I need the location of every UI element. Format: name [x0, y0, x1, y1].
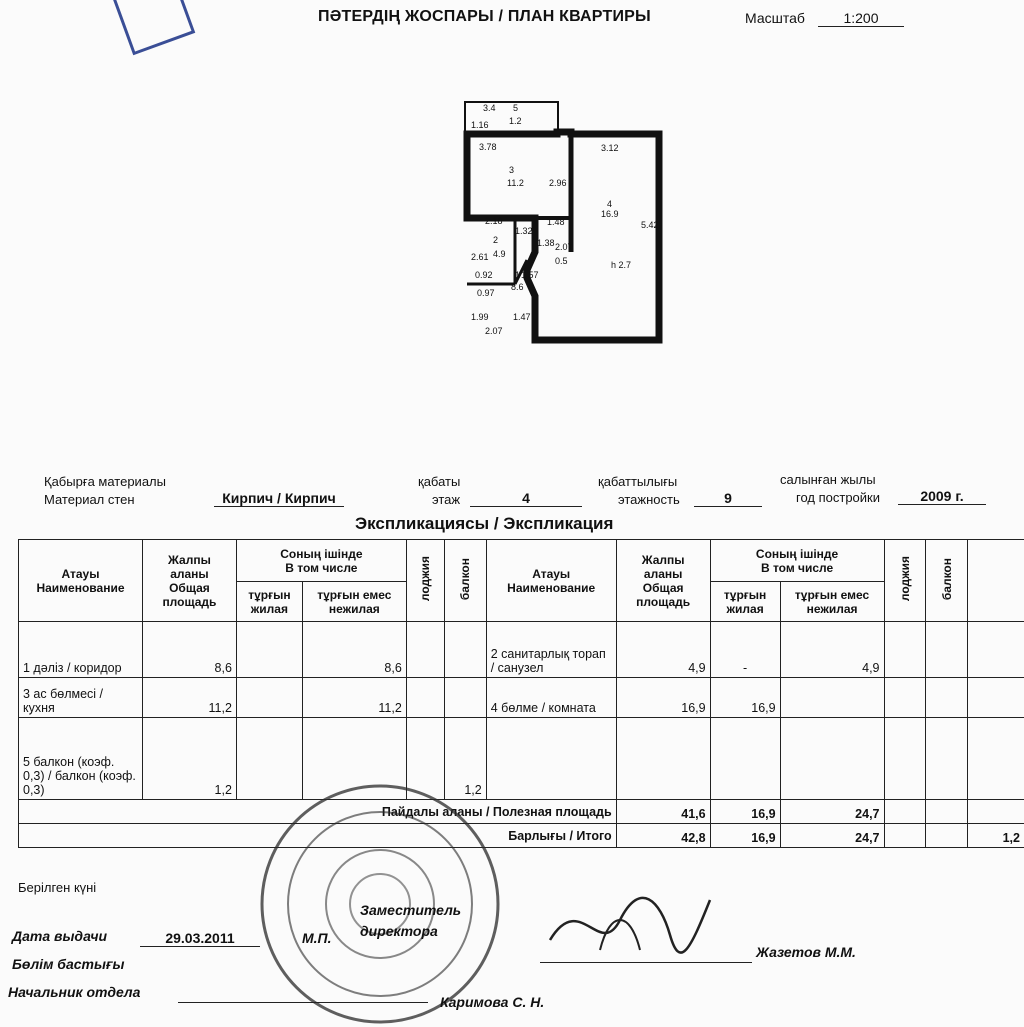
table-row: [19, 718, 1024, 800]
dept-label-ru: Начальник отдела: [8, 984, 140, 1000]
cell-nonliving: 8,6: [302, 622, 406, 678]
cell-total: 8,6: [142, 622, 236, 678]
cell-total: [616, 718, 710, 800]
storeys-value: 9: [694, 490, 762, 507]
explication-title: Экспликациясы / Экспликация: [355, 514, 613, 534]
cell-nonliving: 11,2: [302, 678, 406, 718]
plan-label: 1.16: [471, 120, 489, 130]
header-nonliving: тұрғын емес нежилая: [302, 582, 406, 622]
plan-label: 2.61: [471, 252, 489, 262]
cell-name: [486, 718, 616, 800]
header-loggia: лоджия: [884, 540, 926, 622]
cell-total: 1,2: [142, 718, 236, 800]
useful-nonliving: 24,7: [780, 800, 884, 824]
plan-label: 3.4: [483, 103, 496, 113]
plan-label: 8.6: [511, 282, 524, 292]
header-balcony: балкон: [444, 540, 486, 622]
plan-label: 1.32: [515, 226, 533, 236]
cell-balcony: [444, 678, 486, 718]
cell-living: [236, 622, 302, 678]
signer1-name: Жазетов М.М.: [756, 944, 856, 960]
dept-label-kz: Бөлім бастығы: [12, 956, 124, 972]
grand-balcony: 1,2: [968, 824, 1024, 848]
plan-label: 11.2: [507, 178, 524, 188]
cell-loggia: [406, 622, 444, 678]
header-living: тұрғын жилая: [710, 582, 780, 622]
explication-table: [18, 539, 1024, 848]
cell-loggia: [884, 718, 926, 800]
cell-total: 11,2: [142, 678, 236, 718]
cell-loggia: [884, 622, 926, 678]
scale-label: Масштаб: [745, 10, 805, 26]
plan-label: 4: [607, 199, 612, 209]
storeys-label-ru: этажность: [618, 492, 680, 507]
plan-label: h 2.7: [611, 260, 631, 270]
table-row: [19, 622, 1024, 678]
mp-label: М.П.: [302, 930, 332, 946]
cell-living: [236, 678, 302, 718]
wall-label-kz: Қабырға материалы: [44, 474, 166, 489]
cell-total: 16,9: [616, 678, 710, 718]
cell-name: 1 дәліз / коридор: [19, 622, 143, 678]
header-living: тұрғын жилая: [236, 582, 302, 622]
header-nonliving: тұрғын емес нежилая: [780, 582, 884, 622]
header-balcony: балкон: [926, 540, 968, 622]
header-total: Жалпы аланы Общая площадь: [616, 540, 710, 622]
cell-balcony: [444, 622, 486, 678]
floor-value: 4: [470, 490, 582, 507]
cell-balcony: [926, 678, 968, 718]
issued-date: 29.03.2011: [140, 930, 260, 947]
useful-living: 16,9: [710, 800, 780, 824]
year-value: 2009 г.: [898, 488, 986, 505]
header-loggia: лоджия: [406, 540, 444, 622]
plan-label: 2.07: [555, 242, 573, 252]
useful-area-row: [19, 800, 1024, 824]
plan-label: 16.9: [601, 209, 619, 219]
plan-label: 5.42: [641, 220, 659, 230]
floor-plan: [455, 100, 665, 345]
floor-label-kz: қабаты: [418, 474, 460, 489]
corner-stamp: [111, 0, 196, 55]
cell-name: 3 ас бөлмесі / кухня: [19, 678, 143, 718]
useful-area-label: Пайдалы аланы / Полезная площадь: [19, 800, 617, 824]
cell-living: 16,9: [710, 678, 780, 718]
cell-living: -: [710, 622, 780, 678]
plan-label: 3.12: [601, 143, 619, 153]
header-name: Атауы Наименование: [486, 540, 616, 622]
signer2-name: Каримова С. Н.: [440, 994, 544, 1010]
cell-balcony: 1,2: [444, 718, 486, 800]
total-row: [19, 824, 1024, 848]
signature-scribble: [540, 880, 720, 970]
cell-loggia: [406, 678, 444, 718]
plan-label: 1.38: [537, 238, 555, 248]
plan-label: 0.92: [475, 270, 493, 280]
header-name: Атауы Наименование: [19, 540, 143, 622]
cell-balcony: [926, 622, 968, 678]
deputy-label: Заместитель директора: [360, 900, 470, 942]
scale-value: 1:200: [818, 10, 904, 27]
plan-label: 5: [513, 103, 518, 113]
plan-label: 2: [493, 235, 498, 245]
page-title: ПӘТЕРДІҢ ЖОСПАРЫ / ПЛАН КВАРТИРЫ: [318, 8, 651, 26]
storeys-label-kz: қабаттылығы: [598, 474, 677, 489]
grand-living: 16,9: [710, 824, 780, 848]
plan-label: 2.18: [485, 216, 503, 226]
cell-total: 4,9: [616, 622, 710, 678]
useful-total: 41,6: [616, 800, 710, 824]
issued-label-kz: Берілген күні: [18, 880, 96, 895]
plan-label: 0.97: [477, 288, 495, 298]
table-row: [19, 678, 1024, 718]
plan-label: 1.47: [513, 312, 531, 322]
header-total: Жалпы аланы Общая площадь: [142, 540, 236, 622]
cell-loggia: [884, 678, 926, 718]
cell-nonliving: [780, 718, 884, 800]
cell-name: 4 бөлме / комната: [486, 678, 616, 718]
cell-nonliving: [780, 678, 884, 718]
cell-living: [710, 718, 780, 800]
plan-label: 2.07: [485, 326, 503, 336]
total-label: Барлығы / Итого: [19, 824, 617, 848]
wall-label-ru: Материал стен: [44, 492, 135, 507]
director-signature-line: [540, 962, 752, 963]
plan-label: 3: [509, 165, 514, 175]
grand-total: 42,8: [616, 824, 710, 848]
plan-label: 2.96: [549, 178, 567, 188]
cell-balcony: [926, 718, 968, 800]
year-label-kz: салынған жылы: [780, 472, 876, 487]
wall-value: Кирпич / Кирпич: [214, 490, 344, 507]
cell-name: 2 санитарлық торап / санузел: [486, 622, 616, 678]
plan-label: 0.5: [555, 256, 568, 266]
cell-name: 5 балкон (коэф. 0,3) / балкон (коэф. 0,3): [19, 718, 143, 800]
cell-nonliving: 4,9: [780, 622, 884, 678]
plan-label: 1.57: [521, 270, 539, 280]
dept-signature-line: [178, 1002, 428, 1003]
plan-label: 3.78: [479, 142, 497, 152]
header-incl: Соның ішінде В том числе: [710, 540, 884, 582]
issued-label-ru: Дата выдачи: [12, 928, 107, 944]
plan-label: 1.48: [547, 217, 565, 227]
year-label-ru: год постройки: [796, 490, 880, 505]
plan-label: 1: [515, 270, 520, 280]
plan-label: 1.99: [471, 312, 489, 322]
header-blank: [968, 540, 1024, 622]
plan-label: 1.2: [509, 116, 522, 126]
header-incl: Соның ішінде В том числе: [236, 540, 406, 582]
plan-label: 4.9: [493, 249, 506, 259]
floor-label-ru: этаж: [432, 492, 460, 507]
grand-nonliving: 24,7: [780, 824, 884, 848]
